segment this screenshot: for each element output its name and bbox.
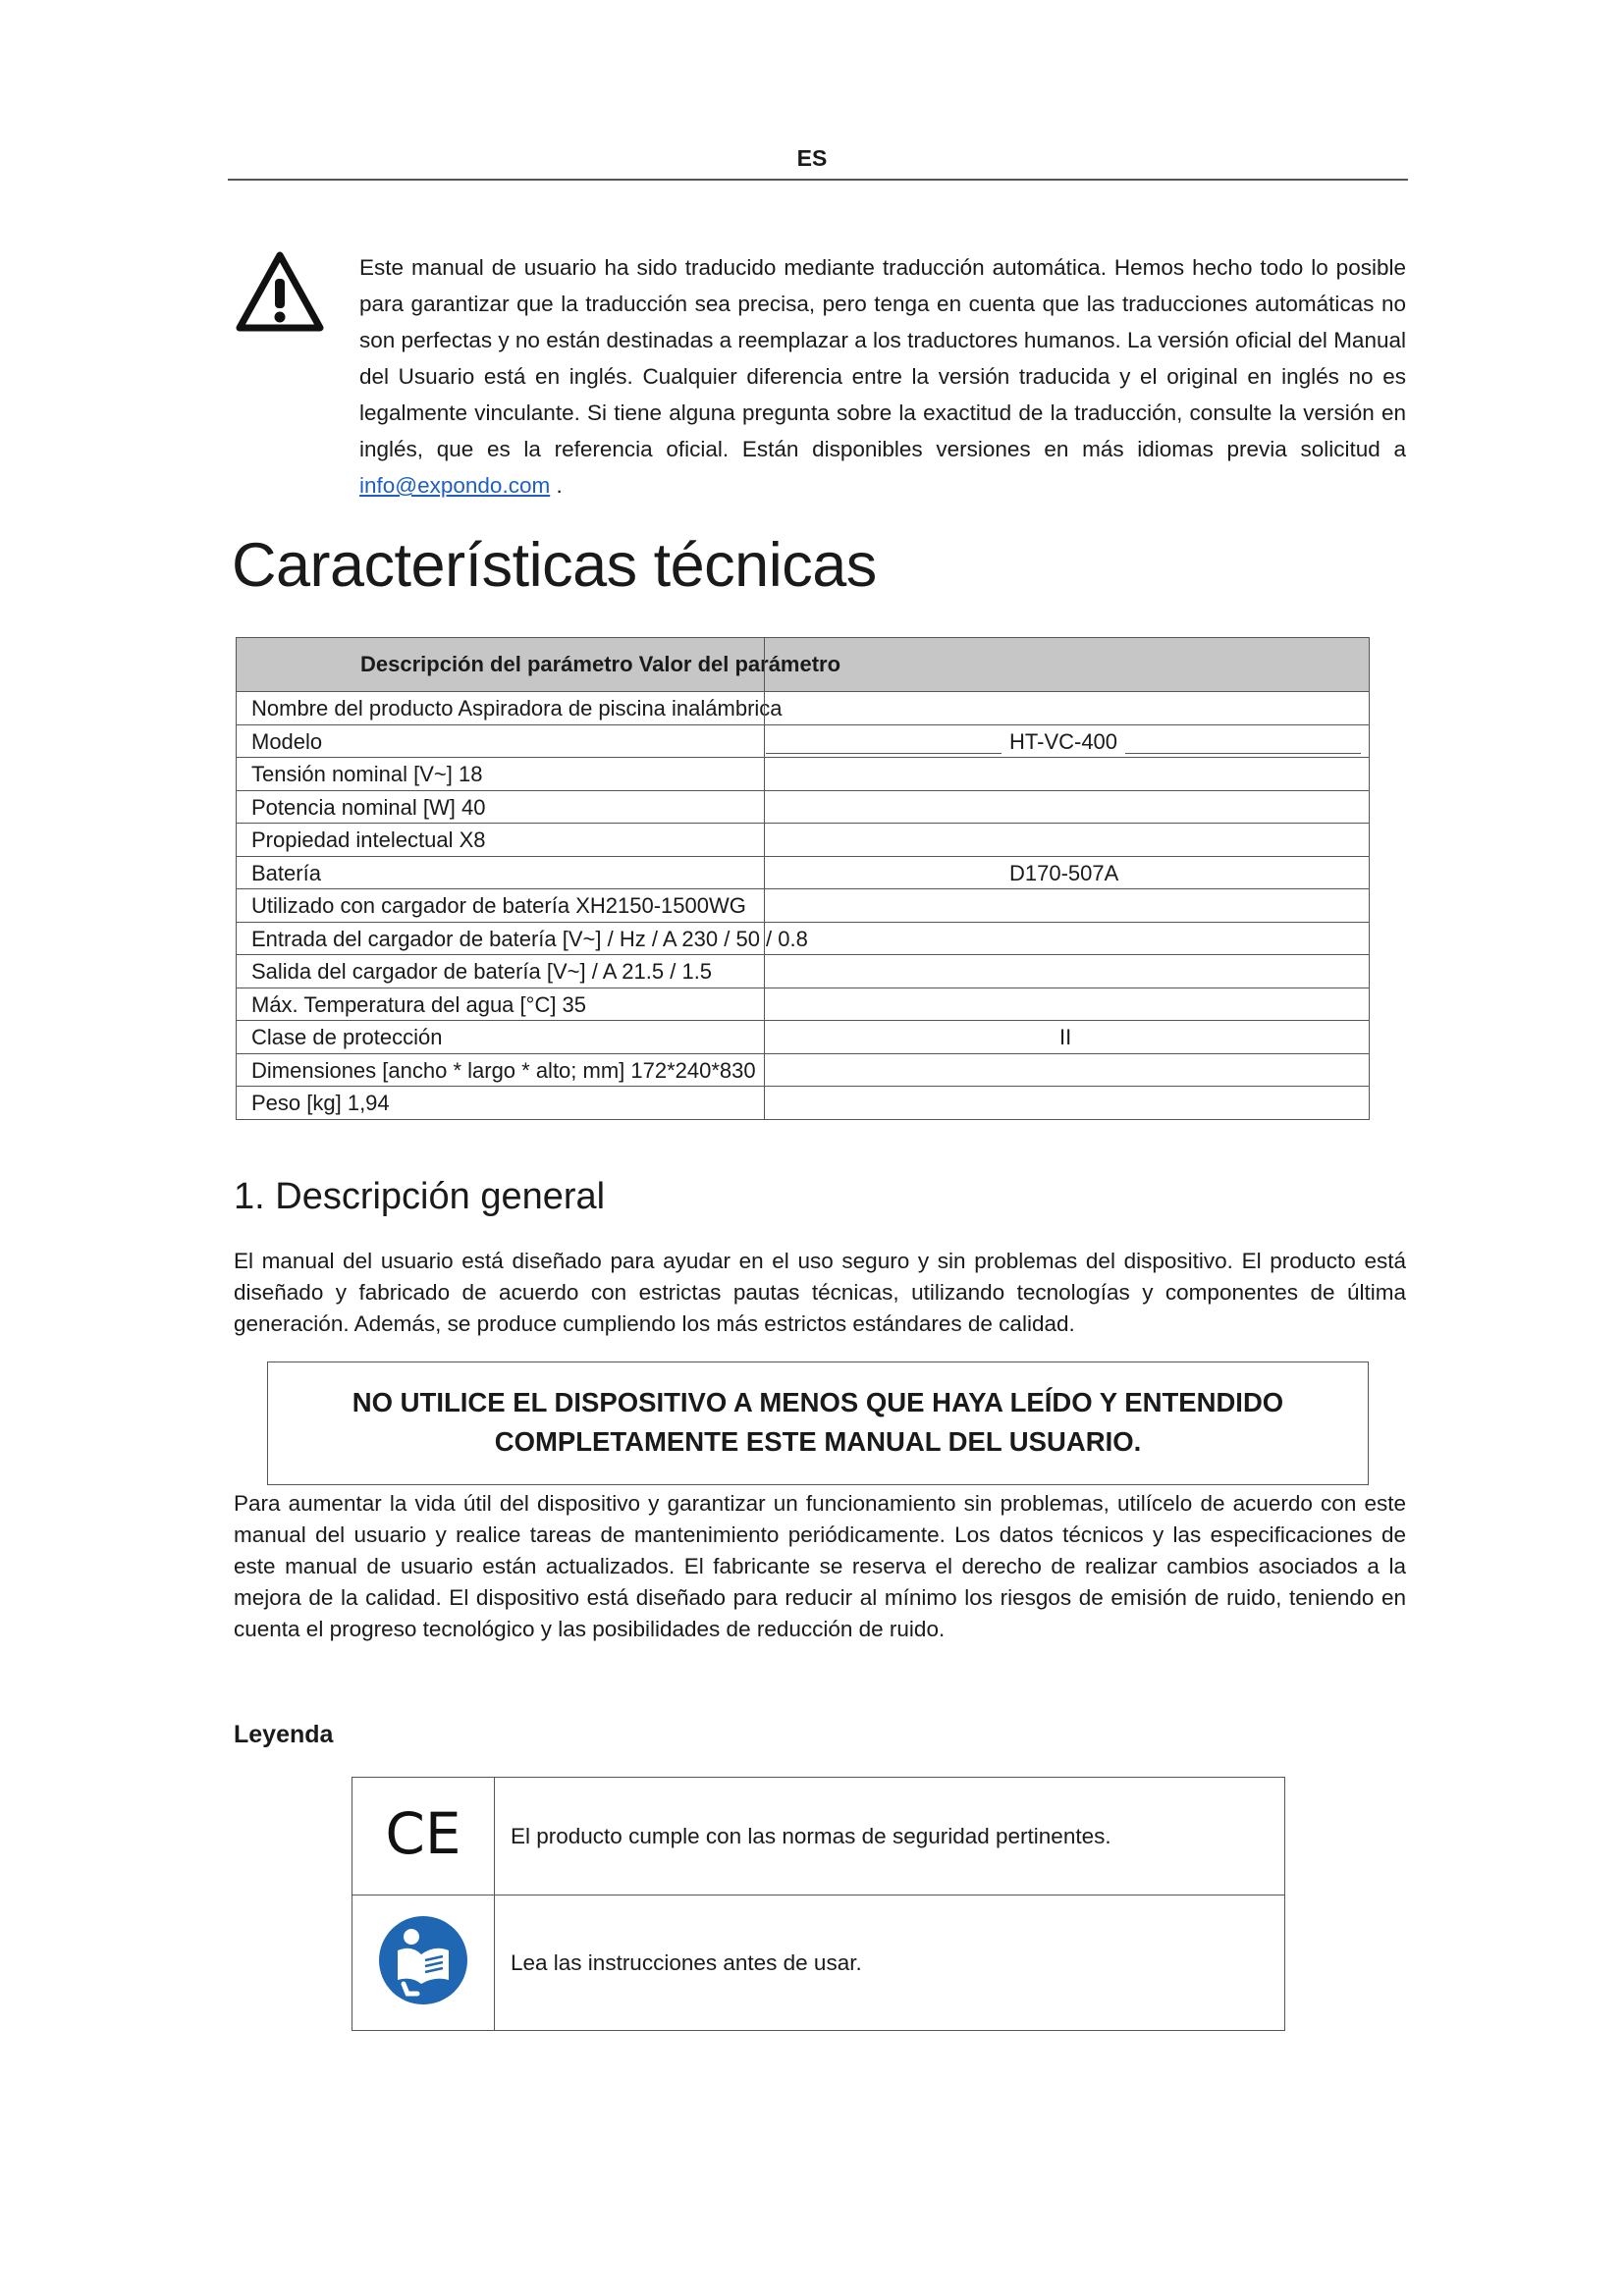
tech-specs-table <box>236 637 1370 1120</box>
legend-row <box>352 1778 1285 1896</box>
table-row <box>237 988 1369 1022</box>
table-row <box>237 1087 1369 1119</box>
disclaimer-text: Este manual de usuario ha sido traducido mediante traducción automática. Hemos hecho todo lo posible para garantizar que la traducción sea precisa, pero tenga en cuenta que las traducciones automáticas no son perfectas y no están destinadas a reemplazar a los traductores humanos. La versión oficial del Manual del Usuario está en inglés. Cualquier diferencia entre la versión traducida y el original en inglés no es legalmente vinculante. Si tiene alguna pregunta sobre la exactitud de la traducción, consulte la versión en inglés, que es la referencia oficial. Están disponibles versiones en más idiomas previa solicitud a <box>359 255 1406 461</box>
read-manual-icon <box>378 1915 468 2005</box>
ce-mark-text: CE <box>385 1803 461 1863</box>
disclaimer-end: . <box>550 473 563 498</box>
legend-table <box>352 1777 1285 2031</box>
header-divider <box>228 179 1408 181</box>
row-label: Modelo <box>251 728 323 754</box>
warning-line-1: NO UTILICE EL DISPOSITIVO A MENOS QUE HAYA LEÍDO Y ENTENDIDO <box>352 1387 1284 1417</box>
table-header-text: Descripción del parámetro Valor del parámetro <box>360 652 841 676</box>
table-row <box>237 758 1369 791</box>
table-row <box>237 923 1369 956</box>
table-row <box>237 1021 1369 1054</box>
legend-heading: Leyenda <box>234 1721 334 1748</box>
legend-text: Lea las instrucciones antes de usar. <box>495 1896 1285 2031</box>
table-row <box>237 857 1369 890</box>
legend-text: El producto cumple con las normas de seguridad pertinentes. <box>495 1778 1285 1896</box>
row-label: Propiedad intelectual X8 <box>251 828 486 852</box>
legend-icon-cell <box>352 1896 495 2031</box>
row-label: Dimensiones [ancho * largo * alto; mm] 172*240*830 <box>251 1057 756 1083</box>
ce-mark-icon <box>385 1804 461 1863</box>
row-value: HT-VC-400 <box>1009 728 1118 754</box>
row-label: Potencia nominal [W] 40 <box>251 794 486 820</box>
table-row <box>237 1054 1369 1088</box>
warning-triangle-icon <box>236 249 324 334</box>
row-value: D170-507A <box>1009 860 1119 885</box>
row-label: Máx. Temperatura del agua [°C] 35 <box>251 991 587 1017</box>
section-heading: 1. Descripción general <box>234 1176 606 1217</box>
row-label: Peso [kg] 1,94 <box>251 1091 390 1115</box>
table-header <box>237 638 1369 692</box>
legend-icon-cell <box>352 1778 495 1896</box>
table-column-divider <box>764 637 765 1119</box>
translation-disclaimer <box>359 249 1406 504</box>
row-label: Batería <box>251 860 321 885</box>
table-row <box>237 692 1369 725</box>
legend-row <box>352 1896 1285 2031</box>
table-row <box>237 725 1369 759</box>
maintenance-paragraph: Para aumentar la vida útil del dispositivo y garantizar un funcionamiento sin problemas, utilícelo de acuerdo con este manual del usuario y realice tareas de mantenimiento periódicamente. Los datos técnicos y las especificaciones de este manual de usuario están actualizados. El fabricante se reserva el derecho de realizar cambios asociados a la mejora de la calidad. El dispositivo está diseñado para reducir al mínimo los riesgos de emisión de ruido, teniendo en cuenta el progreso tecnológico y las posibilidades de reducción de ruido. <box>234 1491 1406 1641</box>
table-row <box>237 889 1369 923</box>
table-row <box>237 791 1369 825</box>
row-label: Entrada del cargador de batería [V~] / Hz / A 230 / 50 / 0.8 <box>251 926 808 951</box>
language-code: ES <box>796 145 828 171</box>
read-manual-warning-box <box>267 1362 1369 1485</box>
page-title: Características técnicas <box>232 531 877 600</box>
table-row <box>237 955 1369 988</box>
row-label: Tensión nominal [V~] 18 <box>251 762 483 786</box>
warning-line-2: COMPLETAMENTE ESTE MANUAL DEL USUARIO. <box>494 1426 1142 1457</box>
row-label: Salida del cargador de batería [V~] / A 21.5 / 1.5 <box>251 959 713 984</box>
table-row <box>237 824 1369 857</box>
row-value: II <box>1059 1025 1072 1049</box>
model-underline <box>1125 753 1361 754</box>
row-label: Utilizado con cargador de batería XH2150-1500WG <box>251 893 746 918</box>
model-underline <box>766 753 1001 754</box>
contact-email-link[interactable]: info@expondo.com <box>359 473 551 498</box>
row-label: Clase de protección <box>251 1025 443 1049</box>
intro-paragraph: El manual del usuario está diseñado para ayudar en el uso seguro y sin problemas del dispositivo. El producto está diseñado y fabricado de acuerdo con estrictas pautas técnicas, utilizando tecnologías y componentes de última generación. Además, se produce cumpliendo los más estrictos estándares de calidad. <box>234 1249 1406 1336</box>
row-label: Nombre del producto Aspiradora de piscina inalámbrica <box>251 696 783 721</box>
